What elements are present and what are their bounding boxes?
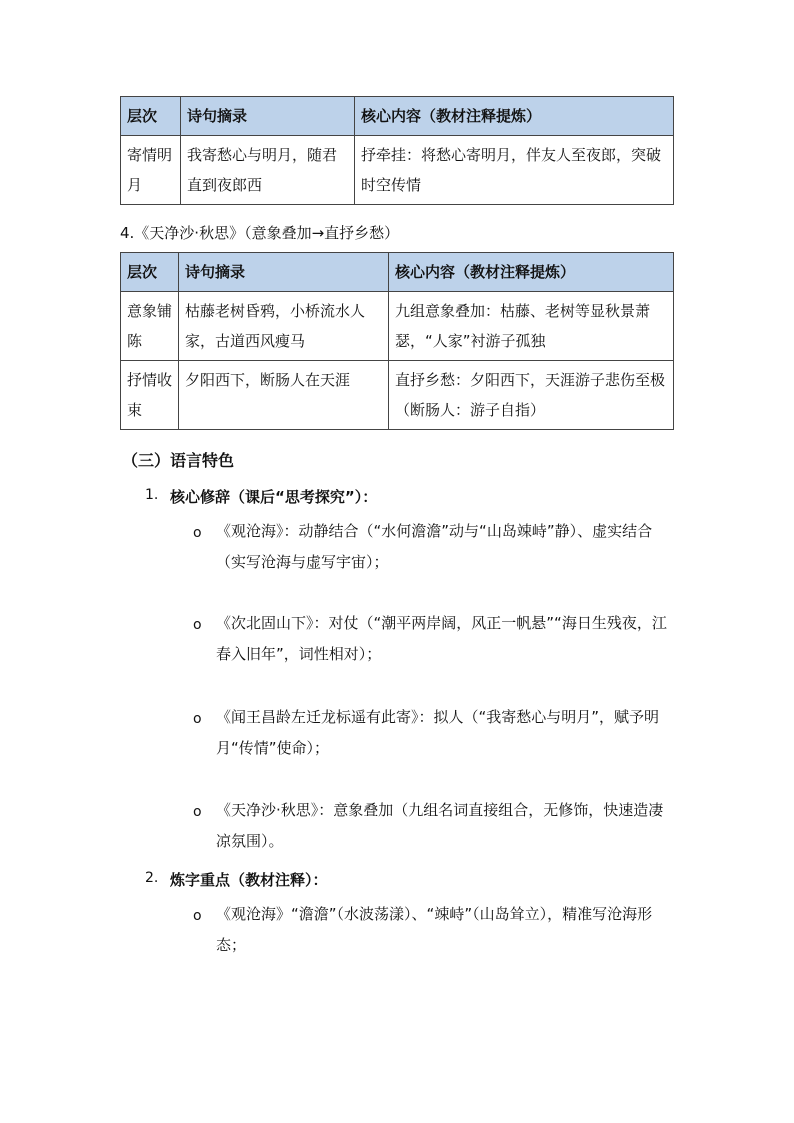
list-number: 2. bbox=[145, 870, 159, 886]
list-item: 《观沧海》“澹澹”（水波荡漾）、“竦峙”（山岛耸立），精准写沧海形态； bbox=[216, 905, 653, 954]
table-cell: 九组意象叠加：枯藤、老树等显秋景萧瑟，“人家”衬游子孤独 bbox=[389, 292, 674, 361]
list-item: 《天净沙·秋思》：意象叠加（九组名词直接组合，无修饰，快速造凄凉氛围）。 bbox=[216, 801, 664, 850]
poem-heading-4: 4.《天净沙·秋思》（意象叠加→直抒乡愁） bbox=[120, 224, 400, 242]
list-item: 《次北固山下》：对仗（“潮平两岸阔，风正一帆悬”“海日生残夜，江春入旧年”，词性相对）； bbox=[216, 614, 667, 663]
header-cell: 诗句摘录 bbox=[179, 253, 389, 292]
section-title: （三）语言特色 bbox=[122, 451, 235, 470]
list-item: 《观沧海》：动静结合（“水何澹澹”动与“山岛竦峙”静）、虚实结合（实写沧海与虚写宇宙）； bbox=[216, 522, 653, 571]
layer-table-1 bbox=[120, 96, 674, 205]
list-number: 1. bbox=[145, 487, 159, 503]
table-header-row bbox=[121, 253, 674, 292]
table-row bbox=[121, 292, 674, 361]
header-cell: 核心内容（教材注释提炼） bbox=[389, 253, 674, 292]
list-item: 《闻王昌龄左迁龙标遥有此寄》：拟人（“我寄愁心与明月”，赋予明月“传情”使命）； bbox=[216, 708, 660, 757]
bullet-icon: o bbox=[193, 804, 202, 820]
bullet-icon: o bbox=[193, 617, 202, 633]
header-cell: 层次 bbox=[121, 253, 179, 292]
table-cell: 寄情明月 bbox=[121, 136, 181, 205]
bullet-icon: o bbox=[193, 711, 202, 727]
bullet-icon: o bbox=[193, 908, 202, 924]
table-row bbox=[121, 136, 674, 205]
table-cell: 夕阳西下，断肠人在天涯 bbox=[179, 361, 389, 430]
list-title: 炼字重点（教材注释）： bbox=[170, 871, 328, 889]
table-cell: 抒情收束 bbox=[121, 361, 179, 430]
table-cell: 意象铺陈 bbox=[121, 292, 179, 361]
header-cell: 层次 bbox=[121, 97, 181, 136]
table-cell: 枯藤老树昏鸦，小桥流水人家，古道西风瘦马 bbox=[179, 292, 389, 361]
list-title: 核心修辞（课后“思考探究”）： bbox=[170, 488, 378, 506]
table-cell: 我寄愁心与明月，随君直到夜郎西 bbox=[181, 136, 355, 205]
header-cell: 核心内容（教材注释提炼） bbox=[355, 97, 674, 136]
header-cell: 诗句摘录 bbox=[181, 97, 355, 136]
table-cell: 抒牵挂：将愁心寄明月，伴友人至夜郎，突破时空传情 bbox=[355, 136, 674, 205]
table-row bbox=[121, 361, 674, 430]
table-header-row bbox=[121, 97, 674, 136]
table-cell: 直抒乡愁：夕阳西下，天涯游子悲伤至极（断肠人：游子自指） bbox=[389, 361, 674, 430]
bullet-icon: o bbox=[193, 525, 202, 541]
layer-table-2 bbox=[120, 252, 674, 430]
